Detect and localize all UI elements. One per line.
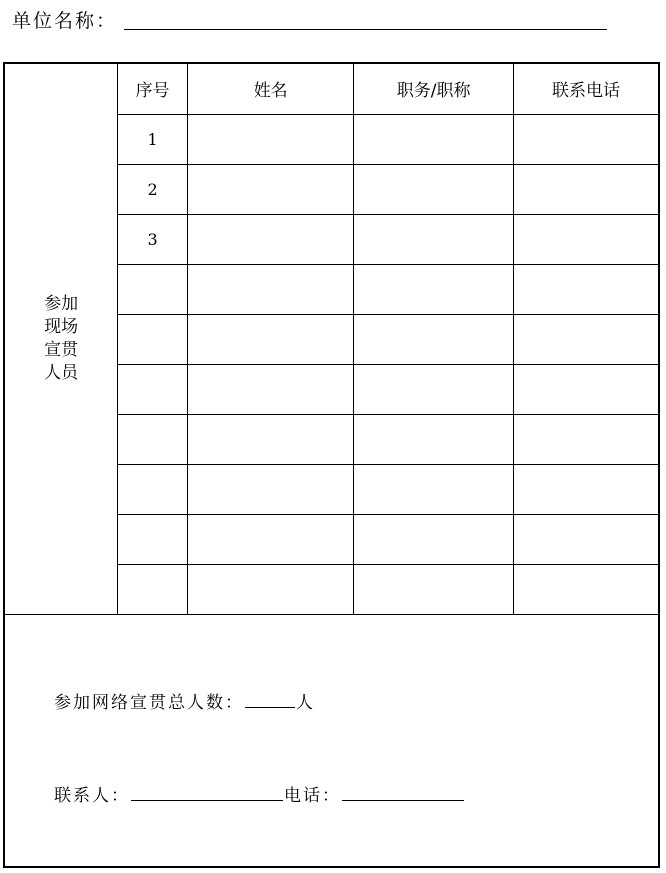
row-number bbox=[118, 414, 188, 464]
title-cell[interactable] bbox=[354, 114, 514, 164]
online-total-label: 参加网络宣贯总人数： bbox=[54, 693, 244, 713]
phone-cell[interactable] bbox=[513, 114, 658, 164]
title-cell[interactable] bbox=[354, 414, 514, 464]
contact-person-field[interactable] bbox=[131, 799, 283, 801]
row-number bbox=[118, 464, 188, 514]
column-header-seq: 序号 bbox=[118, 64, 188, 114]
title-cell[interactable] bbox=[354, 264, 514, 314]
row-number bbox=[118, 564, 188, 614]
name-cell[interactable] bbox=[187, 164, 353, 214]
side-label-line: 现场 bbox=[44, 316, 79, 337]
row-number bbox=[118, 364, 188, 414]
name-cell[interactable] bbox=[187, 114, 353, 164]
online-total-field[interactable] bbox=[245, 706, 295, 708]
phone-cell[interactable] bbox=[513, 264, 658, 314]
online-attendance-section bbox=[5, 624, 658, 866]
name-cell[interactable] bbox=[187, 364, 353, 414]
unit-name-label: 单位名称： bbox=[12, 10, 118, 32]
phone-cell[interactable] bbox=[513, 164, 658, 214]
row-number bbox=[118, 514, 188, 564]
row-number: 3 bbox=[118, 214, 188, 264]
name-cell[interactable] bbox=[187, 514, 353, 564]
name-cell[interactable] bbox=[187, 564, 353, 614]
title-cell[interactable] bbox=[354, 464, 514, 514]
phone-label: 电话： bbox=[284, 786, 341, 806]
onsite-attendees-table bbox=[5, 64, 658, 615]
phone-cell[interactable] bbox=[513, 364, 658, 414]
registration-form bbox=[3, 62, 660, 868]
online-total-unit: 人 bbox=[296, 693, 315, 713]
contact-row bbox=[54, 781, 465, 806]
row-number: 1 bbox=[118, 114, 188, 164]
column-header-phone: 联系电话 bbox=[513, 64, 658, 114]
onsite-attendees-label bbox=[44, 293, 78, 385]
title-cell[interactable] bbox=[354, 514, 514, 564]
phone-cell[interactable] bbox=[513, 464, 658, 514]
title-cell[interactable] bbox=[354, 564, 514, 614]
column-header-title: 职务/职称 bbox=[354, 64, 514, 114]
title-cell[interactable] bbox=[354, 214, 514, 264]
title-cell[interactable] bbox=[354, 164, 514, 214]
phone-cell[interactable] bbox=[513, 414, 658, 464]
row-number bbox=[118, 264, 188, 314]
side-label-line: 参加 bbox=[44, 293, 79, 314]
phone-cell[interactable] bbox=[513, 514, 658, 564]
online-total-row bbox=[54, 688, 315, 713]
column-header-name: 姓名 bbox=[187, 64, 353, 114]
name-cell[interactable] bbox=[187, 264, 353, 314]
title-cell[interactable] bbox=[354, 364, 514, 414]
name-cell[interactable] bbox=[187, 464, 353, 514]
phone-cell[interactable] bbox=[513, 214, 658, 264]
name-cell[interactable] bbox=[187, 414, 353, 464]
phone-cell[interactable] bbox=[513, 314, 658, 364]
side-label-line: 人员 bbox=[44, 362, 79, 383]
unit-name-field[interactable] bbox=[124, 29, 607, 30]
title-cell[interactable] bbox=[354, 314, 514, 364]
phone-field[interactable] bbox=[342, 799, 464, 801]
name-cell[interactable] bbox=[187, 214, 353, 264]
onsite-attendees-label-cell bbox=[5, 64, 118, 614]
name-cell[interactable] bbox=[187, 314, 353, 364]
contact-person-label: 联系人： bbox=[54, 786, 130, 806]
table-header-row bbox=[5, 64, 658, 114]
phone-cell[interactable] bbox=[513, 564, 658, 614]
side-label-line: 宣贯 bbox=[44, 339, 79, 360]
row-number: 2 bbox=[118, 164, 188, 214]
row-number bbox=[118, 314, 188, 364]
